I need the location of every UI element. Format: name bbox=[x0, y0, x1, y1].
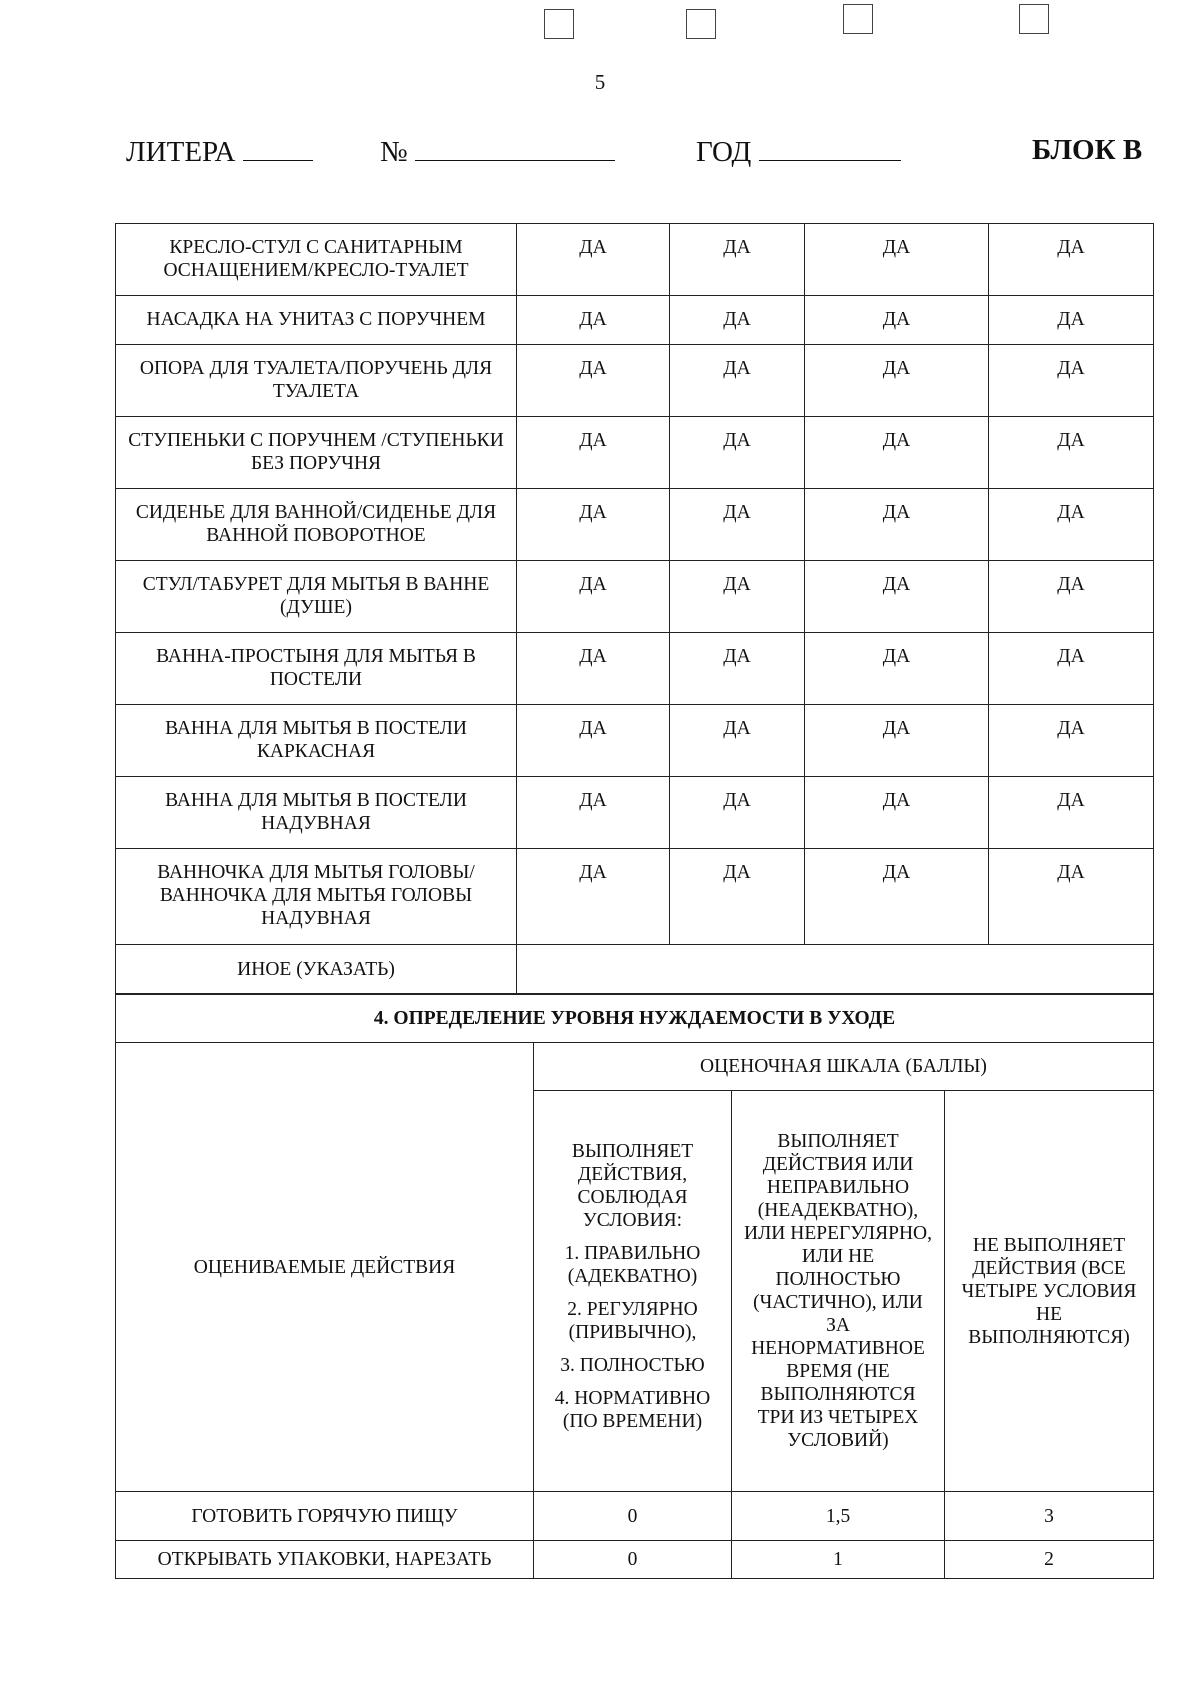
other-row bbox=[116, 945, 1154, 994]
scale-col1-item-4: 4. НОРМАТИВНО (ПО ВРЕМЕНИ) bbox=[554, 1387, 711, 1432]
equipment-value[interactable]: ДА bbox=[670, 849, 805, 945]
equipment-name: ОПОРА ДЛЯ ТУАЛЕТА/ПОРУЧЕНЬ ДЛЯ ТУАЛЕТА bbox=[116, 345, 517, 417]
year-field bbox=[696, 134, 901, 169]
block-label: БЛОК В bbox=[1032, 134, 1143, 166]
number-field bbox=[380, 134, 615, 169]
equipment-value[interactable]: ДА bbox=[670, 489, 805, 561]
year-input-line[interactable] bbox=[759, 134, 901, 161]
equipment-value[interactable]: ДА bbox=[670, 777, 805, 849]
equipment-name: ВАННА ДЛЯ МЫТЬЯ В ПОСТЕЛИ КАРКАСНАЯ bbox=[116, 705, 517, 777]
scale-col1-intro: ВЫПОЛНЯЕТ ДЕЙСТВИЯ, СОБЛЮДАЯ УСЛОВИЯ: bbox=[571, 1140, 694, 1231]
equipment-value[interactable]: ДА bbox=[805, 296, 989, 345]
equipment-value[interactable]: ДА bbox=[805, 489, 989, 561]
scale-header: ОЦЕНОЧНАЯ ШКАЛА (БАЛЛЫ) bbox=[534, 1043, 1154, 1091]
action-name: ГОТОВИТЬ ГОРЯЧУЮ ПИЩУ bbox=[116, 1492, 534, 1541]
equipment-value[interactable]: ДА bbox=[517, 561, 670, 633]
checkbox-1[interactable] bbox=[544, 9, 574, 39]
litera-field bbox=[126, 134, 313, 169]
litera-input-line[interactable] bbox=[243, 134, 313, 161]
equipment-row bbox=[116, 224, 1154, 296]
equipment-value[interactable]: ДА bbox=[517, 849, 670, 945]
equipment-value[interactable]: ДА bbox=[989, 633, 1154, 705]
checkbox-4[interactable] bbox=[1019, 4, 1049, 34]
scale-col2: ВЫПОЛНЯЕТ ДЕЙСТВИЯ ИЛИ НЕПРАВИЛЬНО (НЕАДЕКВАТНО), ИЛИ НЕРЕГУЛЯРНО, ИЛИ НЕ ПОЛНОСТЬЮ (ЧАСТИЧНО), ИЛИ ЗА НЕНОРМАТИВНОЕ ВРЕМЯ (НЕ ВЫПОЛНЯЮТСЯ ТРИ ИЗ ЧЕТЫРЕХ УСЛОВИЙ) bbox=[732, 1091, 945, 1492]
page-number: 5 bbox=[594, 70, 606, 94]
equipment-value[interactable]: ДА bbox=[670, 224, 805, 296]
equipment-row bbox=[116, 705, 1154, 777]
equipment-table bbox=[115, 223, 1154, 994]
equipment-value[interactable]: ДА bbox=[517, 296, 670, 345]
equipment-name: ВАННОЧКА ДЛЯ МЫТЬЯ ГОЛОВЫ/ ВАННОЧКА ДЛЯ МЫТЬЯ ГОЛОВЫ НАДУВНАЯ bbox=[116, 849, 517, 945]
equipment-row bbox=[116, 345, 1154, 417]
score-value[interactable]: 0 bbox=[534, 1541, 732, 1579]
equipment-value[interactable]: ДА bbox=[805, 561, 989, 633]
equipment-value[interactable]: ДА bbox=[805, 849, 989, 945]
other-input[interactable] bbox=[517, 945, 1154, 994]
equipment-value[interactable]: ДА bbox=[805, 224, 989, 296]
equipment-value[interactable]: ДА bbox=[670, 296, 805, 345]
equipment-value[interactable]: ДА bbox=[670, 561, 805, 633]
equipment-value[interactable]: ДА bbox=[517, 705, 670, 777]
equipment-value[interactable]: ДА bbox=[805, 705, 989, 777]
equipment-value[interactable]: ДА bbox=[989, 417, 1154, 489]
equipment-value[interactable]: ДА bbox=[670, 417, 805, 489]
equipment-value[interactable]: ДА bbox=[989, 296, 1154, 345]
scale-col1 bbox=[534, 1091, 732, 1492]
care-need-rows bbox=[116, 1492, 1154, 1579]
actions-header: ОЦЕНИВАЕМЫЕ ДЕЙСТВИЯ bbox=[116, 1043, 534, 1492]
scale-col1-content bbox=[540, 1140, 725, 1433]
equipment-row bbox=[116, 849, 1154, 945]
equipment-row bbox=[116, 561, 1154, 633]
equipment-value[interactable]: ДА bbox=[670, 345, 805, 417]
equipment-row bbox=[116, 417, 1154, 489]
equipment-value[interactable]: ДА bbox=[989, 224, 1154, 296]
equipment-value[interactable]: ДА bbox=[805, 345, 989, 417]
equipment-value[interactable]: ДА bbox=[989, 345, 1154, 417]
equipment-value[interactable]: ДА bbox=[805, 417, 989, 489]
equipment-value[interactable]: ДА bbox=[517, 777, 670, 849]
equipment-row bbox=[116, 777, 1154, 849]
equipment-value[interactable]: ДА bbox=[805, 777, 989, 849]
score-value[interactable]: 3 bbox=[945, 1492, 1154, 1541]
section-title: 4. ОПРЕДЕЛЕНИЕ УРОВНЯ НУЖДАЕМОСТИ В УХОДЕ bbox=[116, 995, 1154, 1043]
equipment-value[interactable]: ДА bbox=[989, 777, 1154, 849]
equipment-value[interactable]: ДА bbox=[989, 489, 1154, 561]
score-value[interactable]: 1 bbox=[732, 1541, 945, 1579]
number-input-line[interactable] bbox=[415, 134, 615, 161]
equipment-name: СТУЛ/ТАБУРЕТ ДЛЯ МЫТЬЯ В ВАННЕ (ДУШЕ) bbox=[116, 561, 517, 633]
equipment-row bbox=[116, 633, 1154, 705]
checkbox-3[interactable] bbox=[843, 4, 873, 34]
scale-col3: НЕ ВЫПОЛНЯЕТ ДЕЙСТВИЯ (ВСЕ ЧЕТЫРЕ УСЛОВИЯ НЕ ВЫПОЛНЯЮТСЯ) bbox=[945, 1091, 1154, 1492]
equipment-value[interactable]: ДА bbox=[517, 417, 670, 489]
equipment-name: КРЕСЛО-СТУЛ С САНИТАРНЫМ ОСНАЩЕНИЕМ/КРЕСЛО-ТУАЛЕТ bbox=[116, 224, 517, 296]
scale-col1-item-2: 2. РЕГУЛЯРНО (ПРИВЫЧНО), bbox=[567, 1298, 698, 1343]
checkbox-2[interactable] bbox=[686, 9, 716, 39]
score-value[interactable]: 0 bbox=[534, 1492, 732, 1541]
score-value[interactable]: 1,5 bbox=[732, 1492, 945, 1541]
equipment-value[interactable]: ДА bbox=[517, 345, 670, 417]
equipment-name: ВАННА-ПРОСТЫНЯ ДЛЯ МЫТЬЯ В ПОСТЕЛИ bbox=[116, 633, 517, 705]
equipment-row bbox=[116, 296, 1154, 345]
care-need-row bbox=[116, 1541, 1154, 1579]
score-value[interactable]: 2 bbox=[945, 1541, 1154, 1579]
year-label: ГОД bbox=[696, 136, 752, 168]
other-label: ИНОЕ (УКАЗАТЬ) bbox=[116, 945, 517, 994]
equipment-table-body bbox=[116, 224, 1154, 945]
equipment-name: ВАННА ДЛЯ МЫТЬЯ В ПОСТЕЛИ НАДУВНАЯ bbox=[116, 777, 517, 849]
equipment-value[interactable]: ДА bbox=[670, 705, 805, 777]
equipment-value[interactable]: ДА bbox=[989, 561, 1154, 633]
number-label: № bbox=[380, 136, 408, 168]
equipment-row bbox=[116, 489, 1154, 561]
equipment-value[interactable]: ДА bbox=[670, 633, 805, 705]
equipment-value[interactable]: ДА bbox=[989, 705, 1154, 777]
equipment-name: НАСАДКА НА УНИТАЗ С ПОРУЧНЕМ bbox=[116, 296, 517, 345]
litera-label: ЛИТЕРА bbox=[126, 136, 236, 168]
equipment-value[interactable]: ДА bbox=[989, 849, 1154, 945]
care-need-row bbox=[116, 1492, 1154, 1541]
equipment-value[interactable]: ДА bbox=[517, 489, 670, 561]
equipment-name: СТУПЕНЬКИ С ПОРУЧНЕМ /СТУПЕНЬКИ БЕЗ ПОРУЧНЯ bbox=[116, 417, 517, 489]
scale-col1-item-1: 1. ПРАВИЛЬНО (АДЕКВАТНО) bbox=[564, 1242, 701, 1287]
scale-col1-item-3: 3. ПОЛНОСТЬЮ bbox=[560, 1354, 705, 1376]
care-need-table bbox=[115, 994, 1154, 1579]
equipment-name: СИДЕНЬЕ ДЛЯ ВАННОЙ/СИДЕНЬЕ ДЛЯ ВАННОЙ ПОВОРОТНОЕ bbox=[116, 489, 517, 561]
equipment-value[interactable]: ДА bbox=[805, 633, 989, 705]
action-name: ОТКРЫВАТЬ УПАКОВКИ, НАРЕЗАТЬ bbox=[116, 1541, 534, 1579]
equipment-value[interactable]: ДА bbox=[517, 633, 670, 705]
equipment-value[interactable]: ДА bbox=[517, 224, 670, 296]
